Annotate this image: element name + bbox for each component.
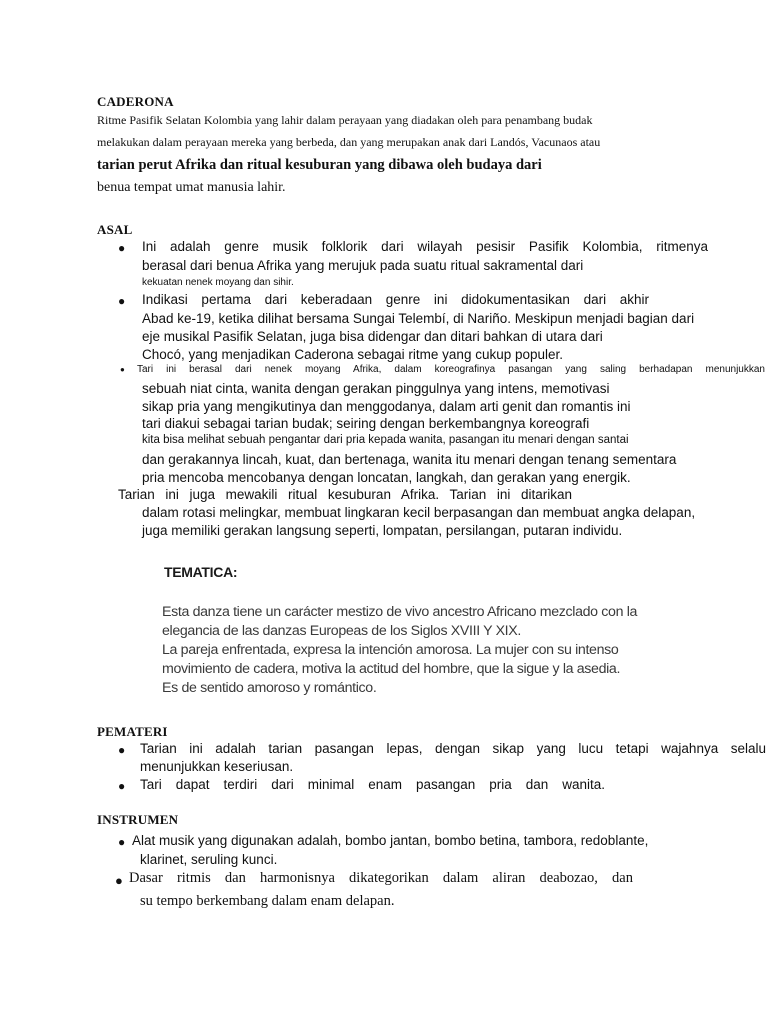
tematica-title: TEMATICA: [164,564,238,580]
asal-bullet-3-line-4: tari diakui sebagai tarian budak; seiring dengan berkembangnya koreografi [142,416,590,431]
asal-bullet-2-line-3: eje musikal Pasifik Selatan, juga bisa didengar dan ditari bahkan di utara dari [142,329,603,344]
tematica-line-3: La pareja enfrentada, expresa la intención amorosa. La mujer con su intenso [162,642,619,658]
bullet-icon: ● [118,294,126,308]
pemateri-bullet-1-line-2: menunjukkan keseriusan. [140,759,294,774]
bullet-icon: ● [118,835,126,849]
asal-bullet-3-line-6: dan gerakannya lincah, kuat, dan bertenaga, wanita itu menari dengan tenang sementara [142,452,677,467]
caderona-intro-line-2: melakukan dalam perayaan mereka yang berbeda, dan yang merupakan anak dari Landós, Vacunaos atau [97,135,601,149]
caderona-intro-line-3: tarian perut Afrika dan ritual kesuburan yang dibawa oleh budaya dari [97,157,542,173]
asal-bullet-3-line-7: pria mencoba mencobanya dengan loncatan, langkah, dan gerakan yang energik. [142,470,631,485]
asal-bullet-3-line-2: sebuah niat cinta, wanita dengan gerakan pinggulnya yang intens, memotivasi [142,381,610,396]
asal-bullet-3-line-1: Tari ini berasal dari nenek moyang Afrika, dalam koreografinya pasangan yang saling berhadapan menunjukkan [137,364,765,375]
instrumen-bullet-2-line-1: Dasar ritmis dan harmonisnya dikategorikan dalam aliran deabozao, dan [129,870,633,886]
tematica-line-4: movimiento de cadera, motiva la actitud del hombre, que la sigue y la asedia. [162,661,621,677]
tematica-line-2: elegancia de las danzas Europeas de los Siglos XVIII Y XIX. [162,623,521,639]
instrumen-bullet-1-line-2: klarinet, seruling kunci. [140,852,278,867]
section-heading-asal: ASAL [97,222,133,237]
section-heading-caderona: CADERONA [97,94,174,109]
section-heading-pemateri: PEMATERI [97,724,168,739]
caderona-intro-line-4: benua tempat umat manusia lahir. [97,180,286,195]
bullet-icon: ● [118,743,126,757]
instrumen-bullet-2-line-2: su tempo berkembang dalam enam delapan. [140,893,395,909]
section-heading-instrumen: INSTRUMEN [97,812,179,827]
tematica-line-5: Es de sentido amoroso y romántico. [162,680,377,696]
bullet-icon: ● [118,241,126,255]
asal-bullet-3-line-5: kita bisa melihat sebuah pengantar dari pria kepada wanita, pasangan itu menari dengan santai [142,434,629,446]
asal-bullet-1-line-3: kekuatan nenek moyang dan sihir. [142,277,294,288]
asal-bullet-2-line-2: Abad ke-19, ketika dilihat bersama Sungai Telembí, di Nariño. Meskipun menjadi bagian dari [142,311,695,326]
tematica-image [162,560,642,700]
asal-para-line-3: juga memiliki gerakan langsung seperti, lompatan, persilangan, putaran individu. [142,523,623,538]
caderona-intro-line-1: Ritme Pasifik Selatan Kolombia yang lahir dalam perayaan yang diadakan oleh para penambang budak [97,113,593,127]
asal-para-line-1: Tarian ini juga mewakili ritual kesuburan Afrika. Tarian ini ditarikan [118,487,572,502]
pemateri-bullet-1-line-1: Tarian ini adalah tarian pasangan lepas, dengan sikap yang lucu tetapi wajahnya selalu [140,741,766,756]
tematica-line-1: Esta danza tiene un carácter mestizo de vivo ancestro Africano mezclado con la [162,604,638,620]
asal-bullet-1-line-2: berasal dari benua Afrika yang merujuk pada suatu ritual sakramental dari [142,258,584,273]
pemateri-bullet-2: Tari dapat terdiri dari minimal enam pasangan pria dan wanita. [140,777,605,792]
asal-para-line-2: dalam rotasi melingkar, membuat lingkaran kecil berpasangan dan membuat angka delapan, [142,505,696,520]
asal-bullet-1-line-1: Ini adalah genre musik folklorik dari wilayah pesisir Pasifik Kolombia, ritmenya [142,239,708,254]
instrumen-bullet-1-line-1: Alat musik yang digunakan adalah, bombo jantan, bombo betina, tambora, redoblante, [132,833,649,848]
asal-bullet-2-line-4: Chocó, yang menjadikan Caderona sebagai ritme yang cukup populer. [142,347,564,362]
asal-bullet-3-line-3: sikap pria yang mengikutinya dan menggodanya, dalam arti genit dan romantis ini [142,399,631,414]
bullet-icon: ● [115,873,123,888]
bullet-icon: ● [118,779,126,793]
bullet-icon: ● [120,365,125,374]
asal-bullet-2-line-1: Indikasi pertama dari keberadaan genre ini didokumentasikan dari akhir [142,292,649,307]
